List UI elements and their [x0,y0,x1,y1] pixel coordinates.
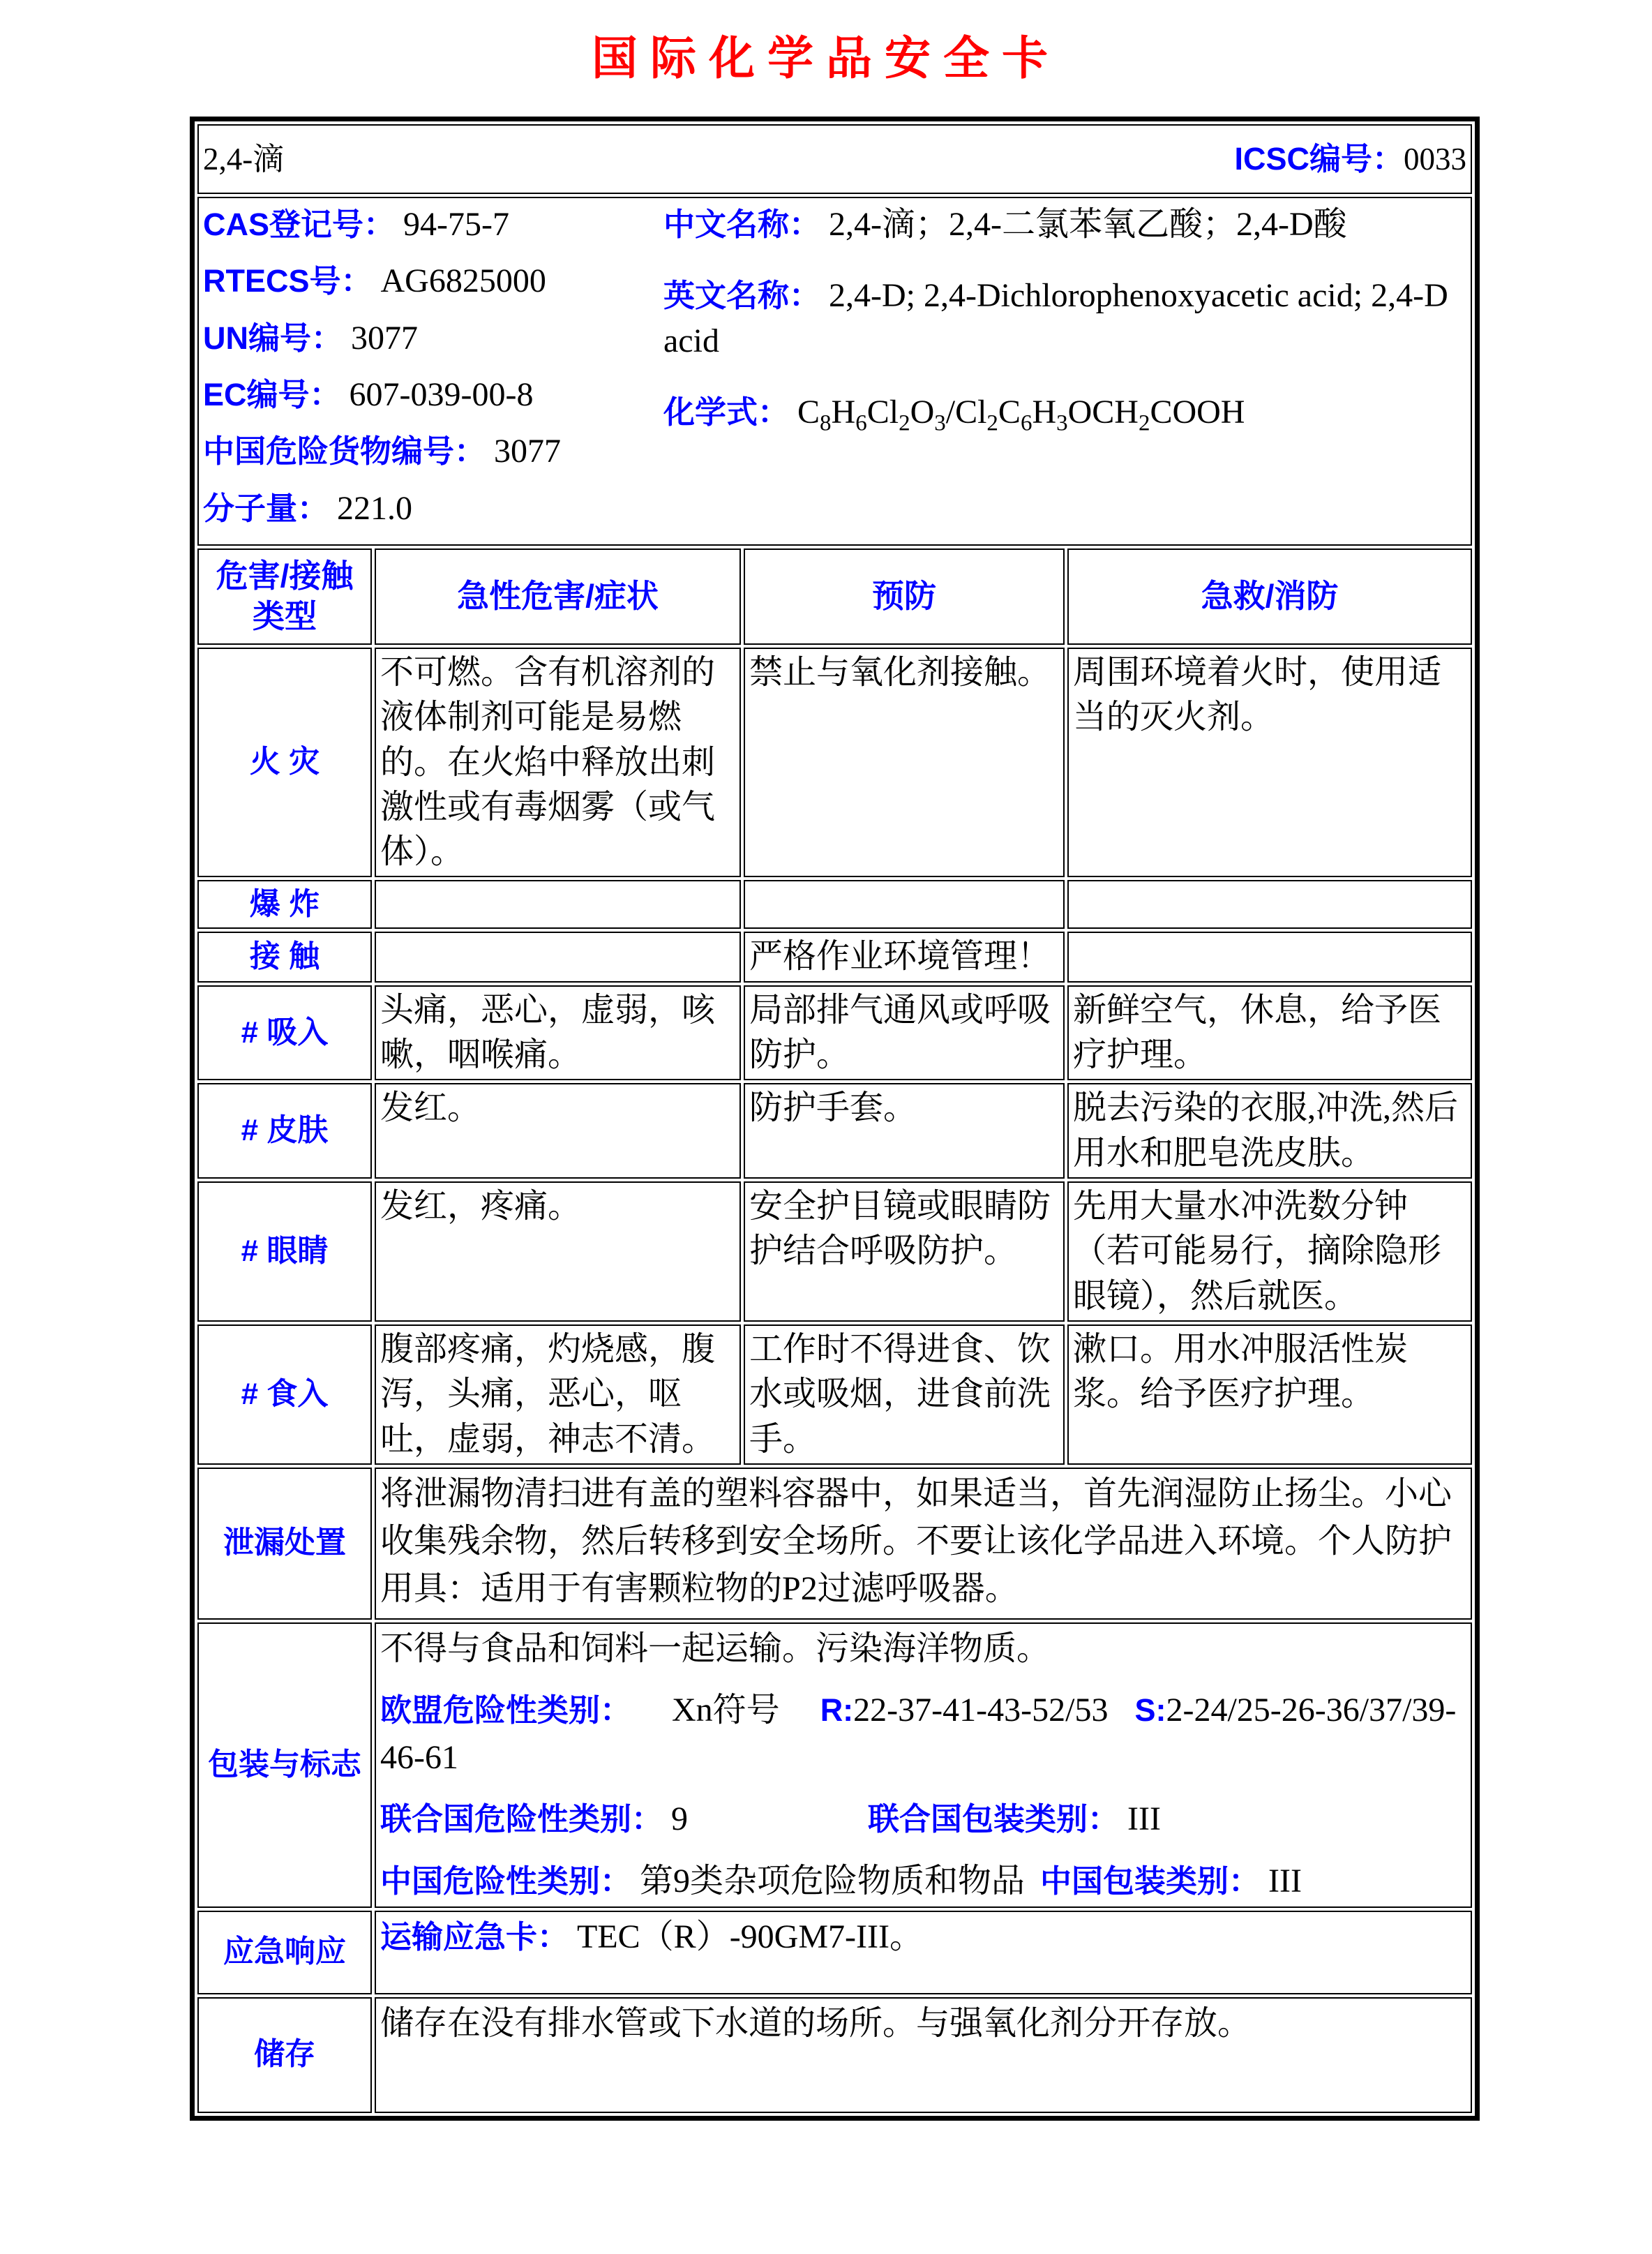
cell-fire-prevention: 禁止与氧化剂接触。 [744,648,1065,878]
header-prevention: 预防 [744,548,1065,645]
document-title: 国际化学品安全卡 [592,32,1060,84]
ec-number-value: 607-039-00-8 [349,375,534,413]
ec-number-line [203,373,663,417]
cn-hazard-class-value: 第9类杂项危险物质和物品 [640,1862,1026,1900]
formula-label: 化学式： [663,394,790,430]
cell-emergency [375,1911,1472,1994]
cell-exposure-prevention: 严格作业环境管理！ [744,932,1065,982]
cell-ingestion-prevention: 工作时不得进食、饮水或吸烟，进食前洗手。 [744,1324,1065,1465]
header-symptoms: 急性危害/症状 [375,548,741,645]
spill-row [197,1468,1472,1620]
formula-value: $C_8H_6Cl_2O_3/Cl_2C_6H_3OCH_2COOH$ [797,393,1245,436]
packaging-eu-line [380,1687,1466,1782]
rtecs-value: AG6825000 [380,262,546,300]
cell-exposure-symptoms [375,932,741,982]
cell-explosion-first-aid [1067,880,1472,929]
hazard-row-ingestion [197,1324,1472,1465]
eu-class-label: 欧盟危险性类别： [380,1692,632,1729]
hazard-row-skin [197,1083,1472,1179]
identifiers-left-column [203,200,663,543]
chinese-name-label: 中文名称： [663,207,821,242]
cell-inhalation-first-aid: 新鲜空气，休息，给予医疗护理。 [1067,985,1472,1081]
packaging-transport-note: 不得与食品和饲料一起运输。污染海洋物质。 [380,1629,1051,1667]
packaging-row [197,1622,1472,1908]
rtecs-label: RTECS号： [203,263,373,299]
r-phrases-value: 22-37-41-43-52/53 [853,1692,1109,1729]
category-explosion: 爆 炸 [197,880,372,929]
r-phrases-label: R: [820,1692,854,1729]
header-first-aid: 急救/消防 [1067,548,1472,645]
chemical-name: 2,4-滴 [203,141,285,177]
storage-row [197,1997,1472,2113]
formula-line [663,390,1466,435]
cell-storage-text: 储存在没有排水管或下水道的场所。与强氧化剂分开存放。 [375,1997,1472,2113]
hazard-row-inhalation [197,985,1472,1081]
category-exposure: 接 触 [197,932,372,982]
cell-eyes-symptoms: 发红，疼痛。 [375,1181,741,1322]
category-skin: # 皮肤 [197,1083,372,1179]
transport-emergency-card-value: TEC（R）-90GM7-III。 [577,1918,923,1955]
eu-symbol-value: Xn符号 [672,1692,780,1729]
category-fire: 火 灾 [197,648,372,878]
icsc-number-value: 0033 [1404,141,1467,177]
hazard-row-explosion [197,880,1472,929]
china-dg-number-line [203,429,663,474]
cn-packing-group-label: 中国包装类别： [1040,1863,1261,1899]
cell-ingestion-symptoms: 腹部疼痛，灼烧感，腹泻，头痛，恶心，呕吐，虚弱，神志不清。 [375,1324,741,1465]
category-inhalation: # 吸入 [197,985,372,1081]
un-hazard-class-label: 联合国危险性类别： [380,1801,663,1837]
name-row [197,124,1472,194]
cell-explosion-prevention [744,880,1065,929]
s-phrases-value: 2-24/25-26-36/37/39-46-61 [380,1692,1457,1777]
cell-skin-first-aid: 脱去污染的衣服,冲洗,然后用水和肥皂洗皮肤。 [1067,1083,1472,1179]
cn-packing-group-value: III [1268,1862,1302,1900]
safety-card-table [190,117,1480,2121]
category-ingestion: # 食入 [197,1324,372,1465]
cas-value: 94-75-7 [403,206,509,243]
cell-eyes-first-aid: 先用大量水冲洗数分钟（若可能易行，摘除隐形眼镜），然后就医。 [1067,1181,1472,1322]
cell-skin-prevention: 防护手套。 [744,1083,1065,1179]
header-hazard-type: 危害/接触 类型 [197,548,372,645]
identifiers-cell [197,197,1472,546]
cn-hazard-class-label: 中国危险性类别： [380,1863,632,1899]
category-packaging: 包装与标志 [197,1622,372,1908]
cell-ingestion-first-aid: 漱口。用水冲服活性炭浆。给予医疗护理。 [1067,1324,1472,1465]
cell-exposure-first-aid [1067,932,1472,982]
molecular-weight-line [203,486,663,531]
hazard-header-row [197,548,1472,645]
category-storage: 储存 [197,1997,372,2113]
cell-eyes-prevention: 安全护目镜或眼睛防护结合呼吸防护。 [744,1181,1065,1322]
molecular-weight-label: 分子量： [203,490,329,526]
cell-skin-symptoms: 发红。 [375,1083,741,1179]
cas-line [203,202,663,247]
chinese-name-line [663,202,1466,247]
china-dg-number-label: 中国危险货物编号： [203,433,486,470]
identifiers-row [197,197,1472,546]
transport-emergency-card-label: 运输应急卡： [380,1918,569,1955]
chinese-name-value: 2,4-滴；2,4-二氯苯氧乙酸；2,4-D酸 [829,206,1347,243]
emergency-line [380,1913,1466,1961]
china-dg-number-value: 3077 [494,433,562,470]
cell-inhalation-prevention: 局部排气通风或呼吸防护。 [744,985,1065,1081]
cell-inhalation-symptoms: 头痛，恶心，虚弱，咳嗽，咽喉痛。 [375,985,741,1081]
un-number-value: 3077 [351,319,418,357]
category-eyes: # 眼睛 [197,1181,372,1322]
icsc-number-label: ICSC编号： [1234,140,1404,177]
hazard-row-exposure [197,932,1472,982]
molecular-weight-value: 221.0 [337,489,413,527]
un-packing-group-label: 联合国包装类别： [868,1801,1120,1837]
rtecs-line [203,259,663,304]
category-emergency: 应急响应 [197,1911,372,1994]
cell-packaging [375,1622,1472,1908]
category-spill: 泄漏处置 [197,1468,372,1620]
un-packing-group-value: III [1127,1800,1161,1838]
identifiers-right-column [663,200,1466,543]
english-name-line [663,274,1466,364]
s-phrases-label: S: [1134,1692,1166,1729]
english-name-value: 2,4-D; 2,4-Dichlorophenoxyacetic acid; 2,4-D acid [663,277,1448,359]
cell-explosion-symptoms [375,880,741,929]
cell-fire-symptoms: 不可燃。含有机溶剂的液体制剂可能是易燃的。在火焰中释放出刺激性或有毒烟雾（或气体）。 [375,648,741,878]
un-hazard-class-value: 9 [671,1800,689,1838]
name-cell [197,124,1472,194]
hazard-row-eyes [197,1181,1472,1322]
hazard-row-fire [197,648,1472,878]
emergency-row [197,1911,1472,1994]
ec-number-label: EC编号： [203,376,341,412]
packaging-cn-line [380,1858,1466,1905]
cell-spill-text: 将泄漏物清扫进有盖的塑料容器中，如果适当，首先润湿防止扬尘。小心收集残余物，然后转移到安全场所。不要让该化学品进入环境。个人防护用具：适用于有害颗粒物的P2过滤呼吸器。 [375,1468,1472,1620]
un-number-line [203,316,663,361]
cas-label: CAS登记号： [203,207,396,242]
packaging-un-line [380,1796,1466,1843]
english-name-label: 英文名称： [663,278,821,314]
un-number-label: UN编号： [203,320,343,356]
icsc-number [1235,138,1467,180]
cell-fire-first-aid: 周围环境着火时，使用适当的灭火剂。 [1067,648,1472,878]
